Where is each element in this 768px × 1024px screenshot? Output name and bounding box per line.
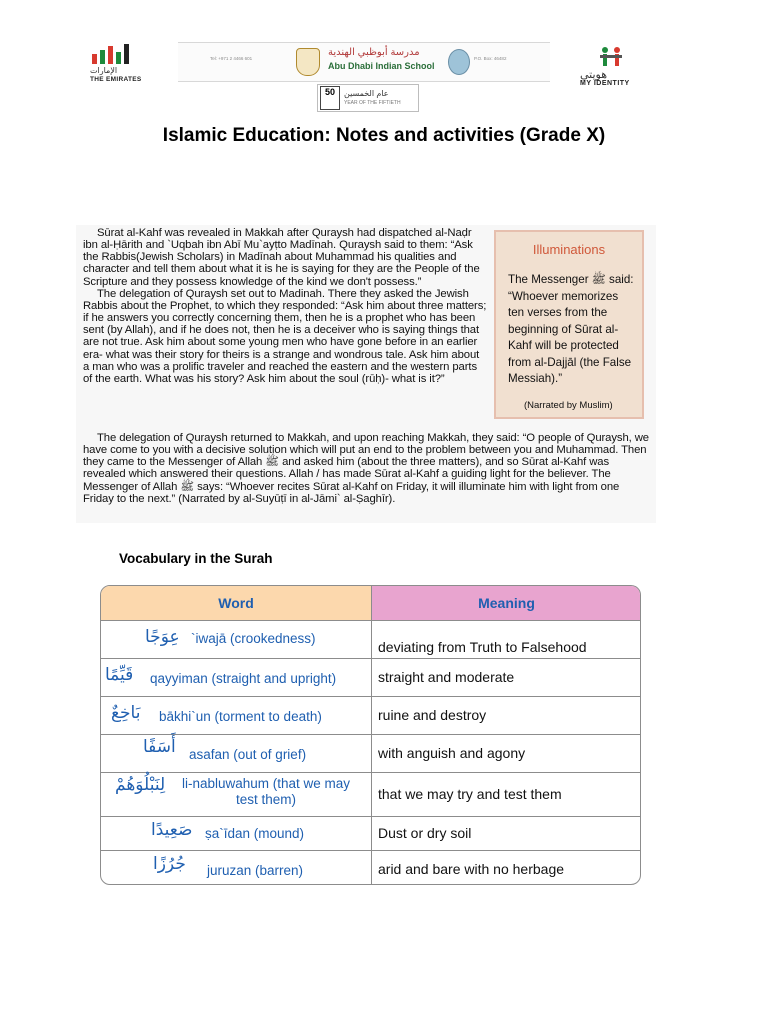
meaning-cell [371, 773, 641, 816]
transliteration: asafan (out of grief) [189, 747, 307, 762]
school-emblem-icon [448, 49, 470, 75]
passage-paragraph-1: Sūrat al-Kahf was revealed in Makkah after Quraysh had dispatched al-Naḍr ibn al-Ḥārith and `Uqbah ibn Abī Mu`ayṭto Madīnah. Quraysh said to them: “Ask the Rabbis(Jewish Scholars) in Madīnah about Muhammad his qualities and character and tell them about what it is he is saying for they are the People of the Scripture and they possess knowledge of the kind we don't possess.” [83, 227, 480, 288]
school-name-english: Abu Dhabi Indian School [328, 61, 435, 71]
table-row [101, 697, 640, 735]
arabic-word: أَسَفًا [143, 737, 176, 757]
banner-contact-left: Tel: +971 2 4466 601 [210, 56, 253, 61]
word-cell [101, 659, 371, 696]
transliteration: bākhi`un (torment to death) [159, 709, 322, 724]
passage-scan [76, 225, 656, 523]
passage-full-width [83, 432, 649, 505]
meaning-column-header: Meaning [371, 586, 641, 620]
illuminations-title: Illuminations [532, 242, 606, 257]
page-title: Islamic Education: Notes and activities (Grade X) [162, 125, 606, 146]
table-row [101, 659, 640, 697]
meaning-cell [371, 735, 641, 772]
word-cell [101, 621, 371, 658]
transliteration: juruzan (barren) [207, 863, 304, 878]
table-row [101, 851, 640, 884]
year-of-fiftieth-badge [317, 84, 419, 112]
emirates-logo-english: THE EMIRATES [90, 76, 142, 83]
transliteration: `iwajā (crookedness) [191, 631, 316, 646]
transliteration: qayyiman (straight and upright) [150, 671, 337, 686]
meaning-cell [371, 659, 641, 696]
identity-figures-icon [598, 46, 624, 68]
school-name-arabic: مدرسة أبوظبي الهندية [328, 47, 420, 58]
meaning-text: straight and moderate [378, 669, 515, 685]
word-cell [101, 773, 371, 816]
meaning-text: Dust or dry soil [378, 825, 472, 841]
school-banner [178, 42, 550, 82]
meaning-text: that we may try and test them [378, 786, 562, 802]
school-crest-icon [296, 48, 320, 76]
table-row [101, 621, 640, 659]
emirates-bars-icon [92, 44, 129, 64]
year-badge-title: عام الخمسين [344, 89, 389, 98]
vocabulary-table-header [101, 586, 640, 621]
vocabulary-heading: Vocabulary in the Surah [119, 551, 273, 566]
identity-logo-english: MY IDENTITY [580, 80, 630, 87]
passage-paragraph-2: The delegation of Quraysh set out to Madinah. There they asked the Jewish Rabbis about the Prophet, to which they responded: “Ask him about three matters; if he answers you correctly concerning them, then he is a prophet who has been sent (by Allah), and if he does not, then he is a deceiver who is saying things that are not true. Ask him about some young men who have gone before in an earlier era- what was their story for theirs is a strange and wondrous tale. Ask him about a man who was a prolific traveler and reached the eastern and the western parts of the earth. What was his story? Ask him about the soul (rūḥ)- what is it?” [83, 287, 487, 385]
year-badge-subtitle: YEAR OF THE FIFTIETH [344, 100, 401, 106]
arabic-word: جُرُزًا [153, 854, 186, 874]
table-row [101, 817, 640, 851]
passage-paragraph-3: The delegation of Quraysh returned to Makkah, and upon reaching Makkah, they said: “O people of Quraysh, we have come to you with a decisive solution which will put an end to the problem between you and Muhammad. Then they came to the Messenger of Allah ﷺ and asked him (about the three matters), and so Sūrat al-Kahf was revealed which answered their questions. Allah / has made Sūrat al-Kahf a guiding light for the believer. The Messenger of Allah ﷺ says: “Whoever recites Sūrat al-Kahf on Friday, it will illuminate him with light from one Friday to the next.” (Narrated by al-Suyūṭī in al-Jāmi` al-Ṣaghīr). [83, 432, 649, 505]
meaning-text: deviating from Truth to Falsehood [378, 639, 587, 655]
emirates-logo [88, 44, 148, 88]
word-column-header: Word [101, 586, 371, 620]
table-row [101, 773, 640, 817]
word-cell [101, 735, 371, 772]
transliteration: ṣa`īdan (mound) [205, 826, 305, 841]
illuminations-body: The Messenger ﷺ said: “Whoever memorizes ten verses from the beginning of Sūrat al-Kahf will be protected from al-Dajjāl (the False Messiah).” [508, 273, 634, 385]
meaning-text: arid and bare with no herbage [378, 861, 565, 877]
arabic-word: لِنَبْلُوَهُمْ [115, 775, 166, 795]
passage-column [83, 227, 487, 385]
my-identity-logo [576, 46, 666, 90]
banner-contact-right: P.O. Box: 46482 [474, 56, 507, 61]
identity-logo-arabic: هويتي [580, 69, 608, 81]
emirates-logo-arabic: الإمارات [90, 66, 118, 75]
illuminations-box [494, 230, 644, 419]
meaning-text: ruine and destroy [378, 707, 487, 723]
arabic-word: بَاخِعٌ [111, 703, 141, 723]
word-cell [101, 697, 371, 734]
meaning-cell [371, 621, 641, 658]
meaning-cell [371, 817, 641, 850]
year-badge-number: 50 [320, 86, 340, 110]
arabic-word: عِوَجًا [145, 627, 180, 647]
meaning-cell [371, 851, 641, 884]
meaning-text: with anguish and agony [378, 745, 526, 761]
arabic-word: صَعِيدًا [151, 820, 193, 840]
vocabulary-table [100, 585, 641, 885]
transliteration: li-nabluwahum (that we may test them) [181, 776, 351, 807]
word-cell [101, 851, 371, 884]
illuminations-citation: (Narrated by Muslim) [524, 400, 613, 411]
meaning-cell [371, 697, 641, 734]
table-row [101, 735, 640, 773]
arabic-word: قَيِّمًا [105, 665, 134, 685]
word-cell [101, 817, 371, 850]
